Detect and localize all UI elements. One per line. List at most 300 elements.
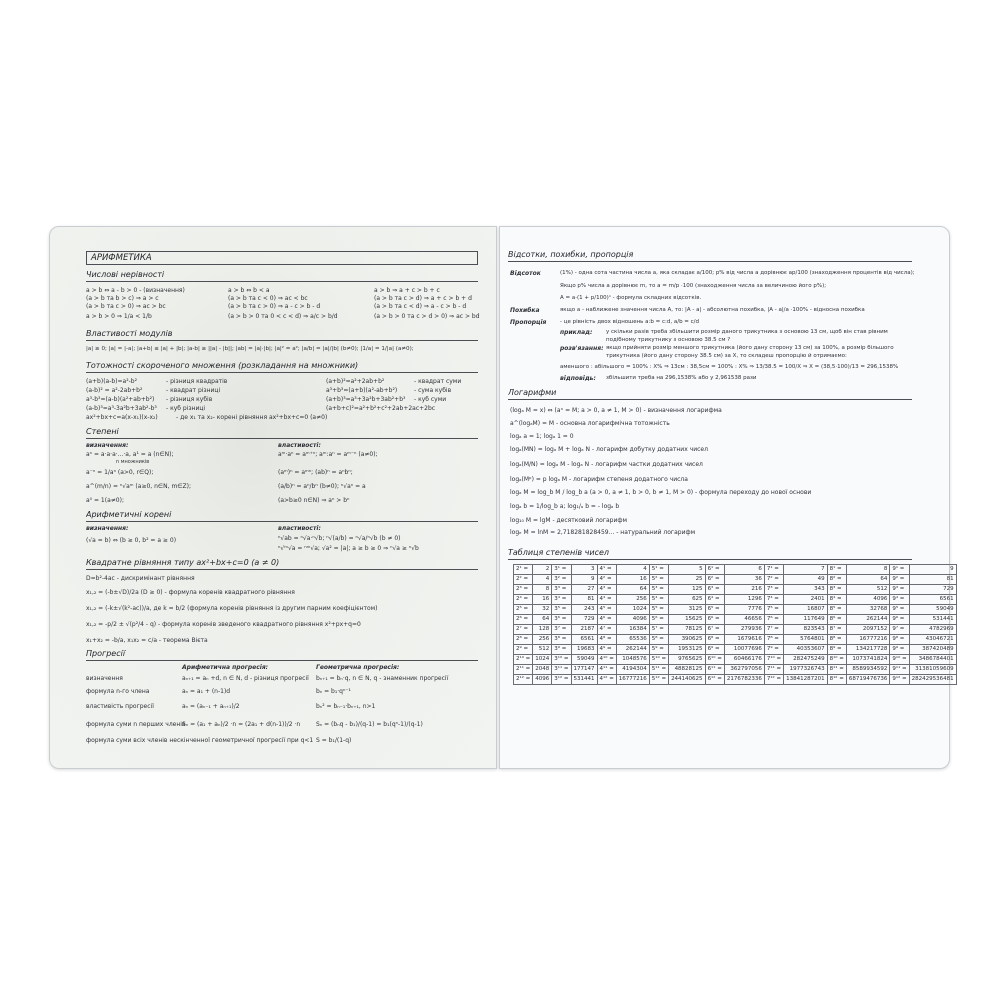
power-label-cell: 7¹¹ = (764, 665, 783, 675)
power-value-cell: 78125 (669, 625, 706, 635)
power-label-cell: 5⁴ = (649, 595, 668, 605)
section-powers: Степені (86, 426, 478, 439)
power-value-cell: 48828125 (669, 665, 706, 675)
percent-line: (1%) - одна сота частина числа a, яка складає a/100; p% від числа a дорівнює ap/100 (знаходження процентів від числа); (560, 270, 915, 276)
power-value-cell: 9765625 (669, 655, 706, 665)
power-value-cell: 256 (616, 595, 649, 605)
progression-row-label: властивість прогресії (86, 703, 154, 710)
powers-property: aᵐ·aⁿ = aᵐ⁺ⁿ; aᵐ:aⁿ = aᵐ⁻ⁿ (a≠0); (278, 451, 378, 458)
shortmult-note: - де x₁ та x₂- корені рівняння ax²+bx+c=0 (a≠0) (176, 414, 328, 421)
power-label-cell: 7⁷ = (764, 625, 783, 635)
section-modulus-properties: Властивості модулів (86, 328, 478, 341)
ineq-line: a > b ⇔ b < a (228, 287, 270, 294)
power-value-cell: 43046721 (909, 635, 956, 645)
power-value-cell: 262144 (616, 645, 649, 655)
power-value-cell: 25 (669, 575, 706, 585)
power-label-cell: 8¹¹ = (827, 665, 846, 675)
roots-property: ⁿ√ab = ⁿ√a·ⁿ√b; ⁿ√(a/b) = ⁿ√a/ⁿ√b (b ≠ 0) (278, 535, 401, 542)
solution-text: трикутника (його дану сторону 38.5 см) за X, то складеш пропорцію й отримаємо: (606, 353, 847, 359)
power-label-cell: 9² = (890, 575, 909, 585)
answer-text: збільшити треба на 296,1538% або у 2,961538 рази (606, 375, 757, 381)
shortmult-formula: a³-b³=(a-b)(a²+ab+b²) (86, 396, 155, 403)
arith-progression-formula: aₙ = a₁ + (n-1)d (182, 688, 231, 695)
power-value-cell: 4096 (533, 675, 552, 685)
powers-definition-note: n множників (116, 459, 150, 465)
power-label-cell: 9⁵ = (890, 605, 909, 615)
power-label-cell: 4⁸ = (597, 635, 616, 645)
shortmult-formula: (a+b)(a-b)=a²-b² (86, 378, 138, 385)
power-label-cell: 3⁸ = (552, 635, 571, 645)
shortmult-note: - сума кубів (414, 387, 452, 394)
power-label-cell: 2⁸ = (514, 635, 533, 645)
solution-label: розв'язання: (560, 345, 604, 352)
shortmult-note: - куб суми (414, 396, 447, 403)
shortmult-note: - різниця квадратів (166, 378, 228, 385)
power-label-cell: 5³ = (649, 585, 668, 595)
power-value-cell: 262144 (846, 615, 890, 625)
power-label-cell: 3⁵ = (552, 605, 571, 615)
power-label-cell: 9¹¹ = (890, 665, 909, 675)
left-page (49, 226, 497, 769)
power-label-cell: 3¹² = (552, 675, 571, 685)
error-line: якщо a - наближене значення числа A, то: |A - a| - абсолютна похибка, |A - a|/a ·100% - відносна похибка (560, 307, 865, 313)
power-label-cell: 4¹ = (597, 565, 616, 575)
power-label-cell: 8⁵ = (827, 605, 846, 615)
power-value-cell: 13841287201 (784, 675, 828, 685)
arith-progression-formula: aₙ = (aₙ₋₁ + aₙ₊₁)/2 (182, 703, 240, 710)
log-line: logₐ(MN) = logₐ M + logₐ N - логарифм добутку додатних чисел (510, 446, 708, 453)
power-label-cell: 6⁴ = (705, 595, 724, 605)
power-value-cell: 8589934592 (846, 665, 890, 675)
power-value-cell: 2401 (784, 595, 828, 605)
power-label-cell: 8⁷ = (827, 625, 846, 635)
power-value-cell: 4194304 (616, 665, 649, 675)
power-label-cell: 3⁷ = (552, 625, 571, 635)
power-value-cell: 531441 (909, 615, 956, 625)
ineq-line: (a > b та c < 0) ⇒ ac < bc (228, 295, 308, 302)
shortmult-formula: a³+b³=(a+b)(a²-ab+b²) (326, 387, 398, 394)
power-label-cell: 8³ = (827, 585, 846, 595)
power-value-cell: 6561 (571, 635, 597, 645)
power-label-cell: 4⁴ = (597, 595, 616, 605)
shortmult-formula: (a+b+c)²=a²+b²+c²+2ab+2ac+2bc (326, 405, 436, 412)
table-row (514, 645, 957, 655)
roots-property: ⁿ√ᵐ√a = ⁿᵐ√a; √a² = |a|; a ≥ b ≥ 0 ⇒ ⁿ√a ≥ ⁿ√b (278, 545, 419, 552)
power-value-cell: 625 (669, 595, 706, 605)
power-value-cell: 134217728 (846, 645, 890, 655)
power-value-cell: 177147 (571, 665, 597, 675)
power-value-cell: 128 (533, 625, 552, 635)
ineq-line: (a > b > 0 та c > d > 0) ⇒ ac > bd (374, 313, 480, 320)
power-value-cell: 2176782336 (724, 675, 764, 685)
power-label-cell: 7⁵ = (764, 605, 783, 615)
log-line: logₐ M = log_b M / log_b a (a > 0, a ≠ 1, b > 0, b ≠ 1, M > 0) - формула переходу до нової основи (510, 489, 812, 496)
power-label-cell: 4¹⁰ = (597, 655, 616, 665)
progression-row-label: формула суми n перших членів (86, 721, 186, 728)
ineq-line: (a > b > 0 та 0 < c < d) ⇒ a/c > b/d (228, 313, 338, 320)
power-label-cell: 2⁹ = (514, 645, 533, 655)
quadratic-line: x₁+x₂ = -b/a, x₁x₂ = c/a - теорема Вієта (86, 637, 208, 644)
power-value-cell: 8 (533, 585, 552, 595)
power-label-cell: 3¹ = (552, 565, 571, 575)
power-label-cell: 3¹⁰ = (552, 655, 571, 665)
quadratic-line: x₁,₂ = (-k±√(k²-ac))/a, де k = b/2 (формула коренів рівняння із другим парним коефіцієнтом) (86, 605, 378, 612)
table-row (514, 585, 957, 595)
ineq-line: (a > b та c < d) ⇒ a - c > b - d (374, 303, 467, 310)
power-label-cell: 8⁸ = (827, 635, 846, 645)
arith-progression-formula: aₙ₊₁ = aₙ +d, n ∈ N, d - різниця прогресії (182, 675, 309, 682)
log-line: logₑ M = lnM = 2,718281828459... - натуральний логарифм (510, 529, 696, 536)
log-line: log₁₀ M = lgM - десятковий логарифм (510, 517, 627, 524)
power-value-cell: 32768 (846, 605, 890, 615)
power-value-cell: 531441 (571, 675, 597, 685)
power-value-cell: 36 (724, 575, 764, 585)
table-row (514, 605, 957, 615)
quadratic-line: x₁,₂ = -p/2 ± √(p²/4 - q) - формула коренів зведеного квадратного рівняння x²+px+q=0 (86, 621, 361, 628)
geom-progression-formula: bₙ₊₁ = bₙ·q, n ∈ N, q - знаменник прогресії (316, 675, 449, 682)
log-line: logₐ(M/N) = logₐ M - logₐ N - логарифм частки додатних чисел (510, 461, 703, 468)
power-label-cell: 6⁹ = (705, 645, 724, 655)
percent-line: A = a·(1 + p/100)ⁿ - формула складних відсотків. (560, 295, 702, 301)
section-quadratic: Квадратне рівняння типу ax²+bx+c=0 (a ≠ 0) (86, 557, 478, 570)
power-label-cell: 7¹ = (764, 565, 783, 575)
power-label-cell: 5⁹ = (649, 645, 668, 655)
section-power-table: Таблиця степенів чисел (508, 547, 912, 560)
table-row (514, 675, 957, 685)
power-value-cell: 1296 (724, 595, 764, 605)
power-value-cell: 7776 (724, 605, 764, 615)
power-value-cell: 59049 (909, 605, 956, 615)
power-label-cell: 8² = (827, 575, 846, 585)
right-page (499, 226, 954, 769)
log-line: logₐ(Mᵖ) = p logₐ M - логарифм степеня додатного числа (510, 476, 688, 483)
roots-definition-label: визначення: (86, 525, 129, 532)
power-value-cell: 81 (909, 575, 956, 585)
power-value-cell: 2097152 (846, 625, 890, 635)
power-value-cell: 16384 (616, 625, 649, 635)
power-value-cell: 117649 (784, 615, 828, 625)
power-value-cell: 1073741824 (846, 655, 890, 665)
ineq-line: a > b ⇔ a - b > 0 - (визначення) (86, 287, 185, 294)
power-label-cell: 2¹² = (514, 675, 533, 685)
power-value-cell: 279936 (724, 625, 764, 635)
power-label-cell: 5⁶ = (649, 615, 668, 625)
power-label-cell: 4⁷ = (597, 625, 616, 635)
geom-progression-formula: bₙ² = bₙ₋₁·bₙ₊₁, n>1 (316, 703, 376, 710)
quadratic-line: x₁,₂ = (-b±√D)/2a (D ≥ 0) - формула коренів квадратного рівняння (86, 589, 295, 596)
section-arithmetic-roots: Арифметичні корені (86, 509, 478, 522)
powers-definition: a^(m/n) = ⁿ√aᵐ (a≥0, n∈N, m∈Z); (86, 483, 191, 490)
power-label-cell: 5¹ = (649, 565, 668, 575)
power-value-cell: 16777216 (616, 675, 649, 685)
solution-text: якщо прийняти розмір меншого трикутника (його дану сторону 13 см) за 100%, а розмір більшого (606, 345, 894, 351)
power-label-cell: 9⁴ = (890, 595, 909, 605)
power-value-cell: 1977326743 (784, 665, 828, 675)
table-row (514, 655, 957, 665)
power-label-cell: 2¹¹ = (514, 665, 533, 675)
power-value-cell: 1048576 (616, 655, 649, 665)
ineq-line: a > b ⇒ a + c > b + c (374, 287, 440, 294)
power-value-cell: 49 (784, 575, 828, 585)
power-label-cell: 3⁹ = (552, 645, 571, 655)
example-text: подібному трикутнику з основою 38.5 см ? (606, 337, 731, 343)
power-value-cell: 4 (616, 565, 649, 575)
power-value-cell: 16777216 (846, 635, 890, 645)
table-row (514, 565, 957, 575)
roots-definition: (√a = b) ⇔ (b ≥ 0, b² = a ≥ 0) (86, 537, 177, 544)
table-row (514, 615, 957, 625)
ineq-line: (a > b та b > c) ⇒ a > c (86, 295, 159, 302)
power-value-cell: 4096 (846, 595, 890, 605)
power-label-cell: 7¹⁰ = (764, 655, 783, 665)
powers-property: (aᵐ)ⁿ = aᵐⁿ; (ab)ⁿ = aⁿbⁿ; (278, 469, 353, 476)
power-label-cell: 6⁵ = (705, 605, 724, 615)
power-label-cell: 9³ = (890, 585, 909, 595)
power-value-cell: 343 (784, 585, 828, 595)
power-label-cell: 6⁶ = (705, 615, 724, 625)
power-value-cell: 362797056 (724, 665, 764, 675)
progression-row-label: формула суми всіх членів нескінченної геометричної прогресії при q<1 (86, 737, 314, 744)
power-value-cell: 1024 (616, 605, 649, 615)
power-label-cell: 3³ = (552, 585, 571, 595)
power-label-cell: 6¹² = (705, 675, 724, 685)
power-value-cell: 4096 (616, 615, 649, 625)
power-label-cell: 6⁸ = (705, 635, 724, 645)
power-value-cell: 512 (533, 645, 552, 655)
power-label-cell: 2³ = (514, 585, 533, 595)
section-numeric-inequalities: Числові нерівності (86, 269, 478, 282)
power-label-cell: 2¹ = (514, 565, 533, 575)
power-label-cell: 7⁹ = (764, 645, 783, 655)
table-row (514, 625, 957, 635)
table-row (514, 665, 957, 675)
power-value-cell: 31381059609 (909, 665, 956, 675)
power-label-cell: 2⁷ = (514, 625, 533, 635)
table-row (514, 595, 957, 605)
shortmult-formula: (a-b)² = a²-2ab+b² (86, 387, 143, 394)
progression-row-label: формула n-го члена (86, 688, 150, 695)
ineq-line: (a > b та c > 0) ⇒ a - c > b - d (228, 303, 321, 310)
power-label-cell: 7² = (764, 575, 783, 585)
powers-definition: a⁻ⁿ = 1/aⁿ (a>0, r∈Q); (86, 469, 154, 476)
section-percent-title: Відсотки, похибки, пропорція (508, 249, 912, 262)
power-value-cell: 7 (784, 565, 828, 575)
modulus-line: |a| ≥ 0; |a| = |-a|; |a+b| ≤ |a| + |b|; |a-b| ≥ ||a| - |b||; |ab| = |a|·|b|; |a|² = a²; |a/b| = |a|/|b| (b≠0); |1/a| = 1/|a| (a≠0); (86, 346, 414, 352)
power-value-cell: 6 (724, 565, 764, 575)
geom-progression-formula: S = b₁/(1-q) (316, 737, 352, 744)
power-value-cell: 243 (571, 605, 597, 615)
power-value-cell: 5 (669, 565, 706, 575)
power-label-cell: 5¹⁰ = (649, 655, 668, 665)
power-label-cell: 8⁹ = (827, 645, 846, 655)
power-label-cell: 7¹² = (764, 675, 783, 685)
power-label-cell: 6¹⁰ = (705, 655, 724, 665)
log-line: (logₐ M = x) ⇔ (aˣ = M; a > 0, a ≠ 1, M > 0) - визначення логарифма (510, 407, 722, 414)
power-value-cell: 3486784401 (909, 655, 956, 665)
power-label-cell: 6⁷ = (705, 625, 724, 635)
power-value-cell: 64 (846, 575, 890, 585)
shortmult-note: - куб різниці (166, 405, 206, 412)
power-label-cell: 4² = (597, 575, 616, 585)
power-label-cell: 3⁶ = (552, 615, 571, 625)
ineq-line: (a > b та c > 0) ⇒ ac > bc (86, 303, 166, 310)
power-value-cell: 16 (616, 575, 649, 585)
power-value-cell: 6561 (909, 595, 956, 605)
roots-properties-label: властивості: (278, 525, 321, 532)
power-value-cell: 1024 (533, 655, 552, 665)
power-label-cell: 7⁴ = (764, 595, 783, 605)
powers-property: (a/b)ⁿ = aⁿ/bⁿ (b≠0); ⁿ√aⁿ = a (278, 483, 366, 490)
power-label-cell: 7⁶ = (764, 615, 783, 625)
power-value-cell: 64 (533, 615, 552, 625)
power-value-cell: 2187 (571, 625, 597, 635)
powers-definition: aⁿ = a·a·a·...·a, a¹ = a (n∈N); (86, 451, 174, 458)
powers-properties-label: властивості: (278, 442, 321, 449)
power-value-cell: 40353607 (784, 645, 828, 655)
log-line: logₐ a = 1; logₐ 1 = 0 (510, 433, 574, 440)
power-value-cell: 60466176 (724, 655, 764, 665)
table-row (514, 635, 957, 645)
power-label-cell: 6² = (705, 575, 724, 585)
power-label-cell: 4³ = (597, 585, 616, 595)
power-label-cell: 9⁷ = (890, 625, 909, 635)
answer-label: відповідь: (560, 375, 596, 382)
power-value-cell: 823543 (784, 625, 828, 635)
shortmult-note: - різниця кубів (166, 396, 213, 403)
error-label: Похибка (510, 307, 540, 314)
power-label-cell: 4¹² = (597, 675, 616, 685)
power-label-cell: 5² = (649, 575, 668, 585)
power-label-cell: 2⁶ = (514, 615, 533, 625)
power-value-cell: 5764801 (784, 635, 828, 645)
power-label-cell: 9⁹ = (890, 645, 909, 655)
shortmult-formula: (a+b)³=a³+3a²b+3ab²+b³ (326, 396, 406, 403)
power-value-cell: 68719476736 (846, 675, 890, 685)
power-label-cell: 8¹⁰ = (827, 655, 846, 665)
arith-progression-label: Арифметична прогресія: (182, 664, 269, 671)
power-label-cell: 4¹¹ = (597, 665, 616, 675)
power-label-cell: 7³ = (764, 585, 783, 595)
power-label-cell: 8¹² = (827, 675, 846, 685)
power-value-cell: 15625 (669, 615, 706, 625)
shortmult-formula: (a-b)³=a³-3a²b+3ab²-b³ (86, 405, 157, 412)
power-value-cell: 32 (533, 605, 552, 615)
power-value-cell: 216 (724, 585, 764, 595)
power-value-cell: 390625 (669, 635, 706, 645)
powers-definition: a⁰ = 1(a≠0); (86, 497, 124, 504)
power-label-cell: 9¹² = (890, 675, 909, 685)
log-line: logₐ b = 1/log_b a; log₁/ₐ b = - logₐ b (510, 503, 620, 510)
power-value-cell: 1679616 (724, 635, 764, 645)
power-value-cell: 729 (909, 585, 956, 595)
power-value-cell: 27 (571, 585, 597, 595)
solution-equation: aменшого : aбільшого = 100% : X% ⇒ 13см : 38,5см = 100% : X% ⇒ 13/38.5 = 100/X ⇒ X = (38,5·100)/13 = 296,1538% (560, 364, 899, 370)
shortmult-formula: (a+b)²=a²+2ab+b² (326, 378, 385, 385)
power-value-cell: 4782969 (909, 625, 956, 635)
power-value-cell: 9 (571, 575, 597, 585)
shortmult-note: - квадрат різниці (166, 387, 221, 394)
power-label-cell: 4⁹ = (597, 645, 616, 655)
power-value-cell: 244140625 (669, 675, 706, 685)
table-row (514, 575, 957, 585)
power-value-cell: 8 (846, 565, 890, 575)
power-label-cell: 4⁶ = (597, 615, 616, 625)
section-logarithms: Логарифми (508, 387, 912, 400)
power-value-cell: 16807 (784, 605, 828, 615)
power-label-cell: 9⁶ = (890, 615, 909, 625)
power-label-cell: 3⁴ = (552, 595, 571, 605)
power-value-cell: 3125 (669, 605, 706, 615)
power-value-cell: 81 (571, 595, 597, 605)
power-value-cell: 282475249 (784, 655, 828, 665)
power-value-cell: 46656 (724, 615, 764, 625)
power-value-cell: 125 (669, 585, 706, 595)
progression-row-label: визначення (86, 675, 123, 682)
power-label-cell: 9¹⁰ = (890, 655, 909, 665)
power-label-cell: 8⁴ = (827, 595, 846, 605)
powers-definition-label: визначення: (86, 442, 129, 449)
power-value-cell: 282429536481 (909, 675, 956, 685)
power-label-cell: 2² = (514, 575, 533, 585)
power-label-cell: 6³ = (705, 585, 724, 595)
ineq-line: (a > b та c > d) ⇒ a + c > b + d (374, 295, 472, 302)
power-value-cell: 4 (533, 575, 552, 585)
power-value-cell: 59049 (571, 655, 597, 665)
power-label-cell: 8¹ = (827, 565, 846, 575)
percent-label: Відсоток (510, 270, 541, 277)
power-value-cell: 64 (616, 585, 649, 595)
power-value-cell: 9 (909, 565, 956, 575)
power-label-cell: 7⁸ = (764, 635, 783, 645)
power-value-cell: 1953125 (669, 645, 706, 655)
proportion-line: - це рівність двох відношень a:b = c:d, a/b = c/d (560, 319, 700, 325)
power-label-cell: 6¹¹ = (705, 665, 724, 675)
power-label-cell: 5¹² = (649, 675, 668, 685)
power-value-cell: 2 (533, 565, 552, 575)
log-line: a^(logₐM) = M - основна логарифмічна тотожність (510, 420, 670, 427)
powers-property: (a>b≥0 n∈N) ⇒ aⁿ > bⁿ (278, 497, 350, 504)
power-value-cell: 2048 (533, 665, 552, 675)
example-label: приклад: (560, 329, 593, 336)
power-value-cell: 65536 (616, 635, 649, 645)
power-label-cell: 2¹⁰ = (514, 655, 533, 665)
power-value-cell: 256 (533, 635, 552, 645)
arith-progression-formula: Sₙ = (a₁ + aₙ)/2 ·n = (2a₁ + d(n-1))/2 ·n (182, 721, 301, 728)
power-table (513, 564, 957, 685)
quadratic-line: D=b²-4ac - дискримінант рівняння (86, 575, 195, 582)
power-label-cell: 9⁸ = (890, 635, 909, 645)
power-value-cell: 729 (571, 615, 597, 625)
shortmult-note: - квадрат суми (414, 378, 462, 385)
geom-progression-formula: bₙ = b₁·qⁿ⁻¹ (316, 688, 351, 695)
power-label-cell: 9¹ = (890, 565, 909, 575)
power-label-cell: 5¹¹ = (649, 665, 668, 675)
power-value-cell: 387420489 (909, 645, 956, 655)
power-label-cell: 6¹ = (705, 565, 724, 575)
power-value-cell: 16 (533, 595, 552, 605)
power-label-cell: 2⁴ = (514, 595, 533, 605)
power-value-cell: 10077696 (724, 645, 764, 655)
power-label-cell: 5⁵ = (649, 605, 668, 615)
geom-progression-formula: Sₙ = (bₙq - b₁)/(q-1) = b₁(qⁿ-1)/(q-1) (316, 721, 423, 728)
arithmetic-title: АРИФМЕТИКА (86, 251, 478, 265)
power-value-cell: 3 (571, 565, 597, 575)
percent-line: Якщо p% числа a дорівнює m, то a = m/p ·100 (знаходження числа за величиною його p%); (560, 283, 827, 289)
proportion-label: Пропорція (510, 319, 547, 326)
example-text: у скільки разів треба збільшити розмір даного трикутника з основою 13 см, щоб він став рівним (606, 329, 888, 335)
section-progressions: Прогресії (86, 648, 478, 661)
power-value-cell: 512 (846, 585, 890, 595)
